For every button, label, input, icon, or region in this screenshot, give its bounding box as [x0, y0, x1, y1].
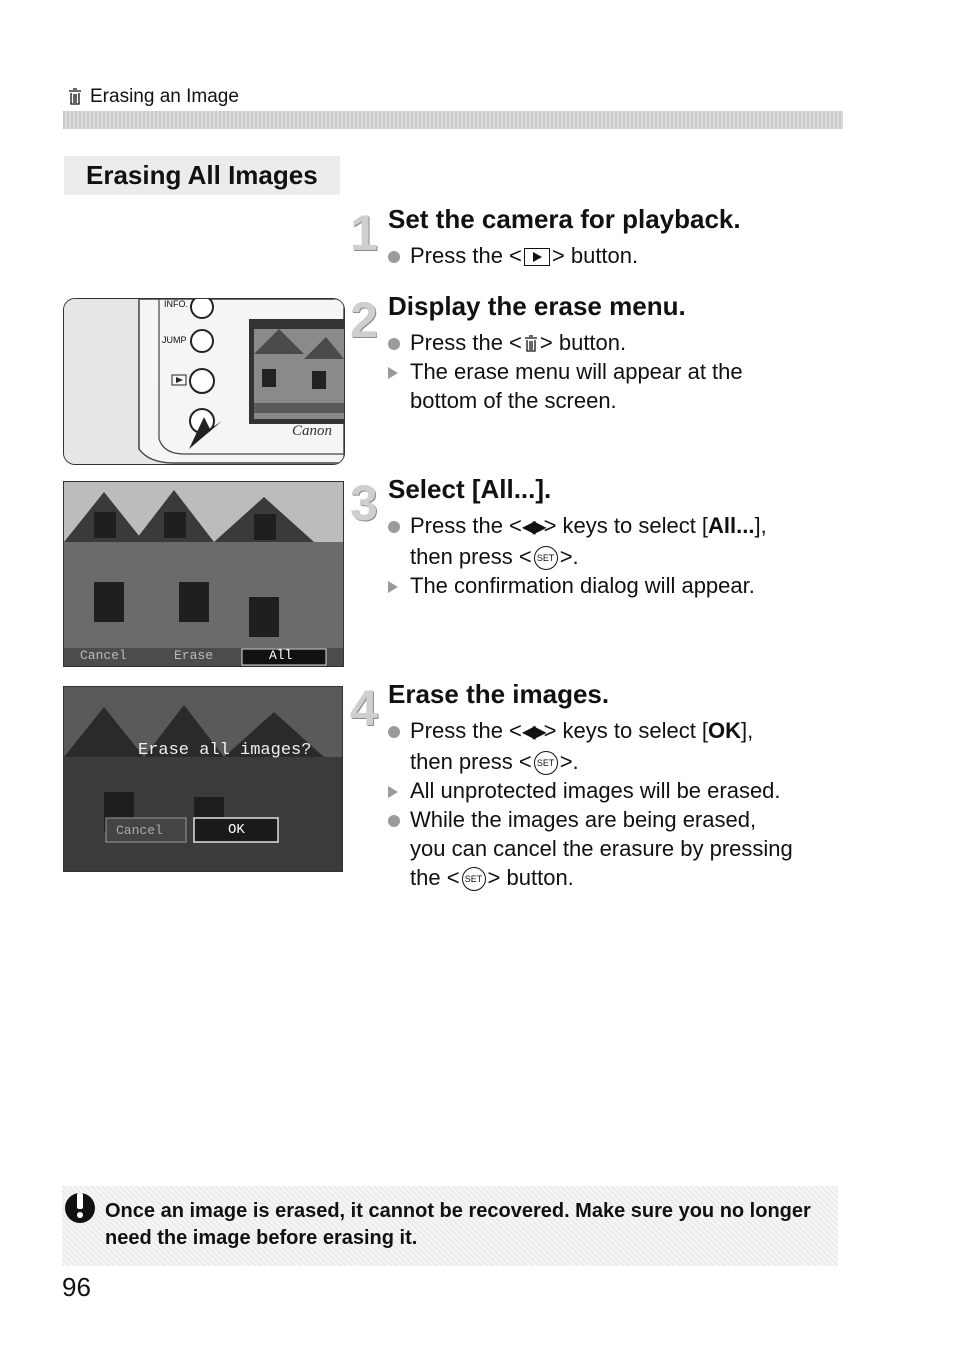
step-number: 3 — [350, 475, 378, 531]
dialog-prompt: Erase all images? — [138, 741, 312, 760]
lcd-screen-confirm-dialog — [63, 686, 343, 872]
brand-logo: Canon — [292, 423, 333, 439]
lcd-screen-erase-menu — [63, 481, 344, 667]
menu-all: All — [269, 648, 293, 663]
note-continued: you can cancel the erasure by pressing — [410, 835, 793, 861]
caution-icon — [64, 1190, 96, 1224]
instruction: Press the < > button. — [388, 241, 850, 270]
bullet-icon — [388, 521, 400, 533]
step-title: Set the camera for playback. — [388, 204, 741, 234]
camera-photo — [63, 298, 345, 465]
result: All unprotected images will be erased. — [388, 776, 860, 805]
trash-icon — [524, 335, 538, 353]
bullet-icon — [388, 338, 400, 350]
playback-icon — [524, 248, 550, 266]
building-photo — [64, 482, 343, 666]
set-button-icon: SET — [534, 546, 558, 570]
set-button-icon: SET — [462, 867, 486, 891]
instruction-continued: then press < SET >. — [410, 748, 579, 774]
step-number: 1 — [350, 205, 378, 261]
arrow-icon — [388, 367, 398, 379]
step-2 — [350, 291, 850, 415]
section-title: Erasing All Images — [64, 156, 340, 195]
info-label: INFO. — [164, 299, 188, 309]
step-3 — [350, 474, 860, 600]
dimmed-building-photo — [64, 687, 342, 871]
step-number: 4 — [350, 680, 378, 736]
menu-erase: Erase — [174, 648, 214, 663]
running-title: Erasing an Image — [90, 86, 239, 107]
arrow-icon — [388, 786, 398, 798]
step-title: Erase the images. — [388, 679, 610, 709]
warning-text: Once an image is erased, it cannot be recovered. Make sure you no longer need the image before erasing it. — [105, 1200, 811, 1249]
arrow-icon — [388, 581, 398, 593]
page-number: 96 — [62, 1272, 91, 1302]
note: While the images are being erased, — [388, 805, 860, 834]
bullet-icon — [388, 726, 400, 738]
left-right-keys-icon: ◀▶ — [521, 721, 544, 742]
left-right-keys-icon: ◀▶ — [521, 516, 544, 537]
note-continued: the < SET > button. — [410, 864, 574, 890]
step-number: 2 — [350, 292, 378, 348]
jump-label: JUMP — [162, 335, 187, 345]
dialog-cancel: Cancel — [116, 823, 163, 838]
bullet-icon — [388, 815, 400, 827]
instruction-continued: then press < SET >. — [410, 543, 579, 569]
bullet-icon — [388, 251, 400, 263]
instruction: Press the <◀▶> keys to select [All...], — [388, 511, 860, 542]
step-1 — [350, 204, 850, 270]
result: The erase menu will appear at the — [388, 357, 850, 386]
step-title: Select [All...]. — [388, 474, 552, 504]
instruction: Press the <◀▶> keys to select [OK], — [388, 716, 860, 747]
header-divider — [63, 111, 843, 129]
instruction: Press the < > button. — [388, 328, 850, 357]
result-continued: bottom of the screen. — [410, 388, 617, 413]
step-4 — [350, 679, 860, 892]
dialog-ok: OK — [228, 822, 245, 838]
step-title: Display the erase menu. — [388, 291, 686, 321]
set-button-icon: SET — [534, 751, 558, 775]
running-head — [66, 86, 239, 108]
trash-icon — [68, 88, 82, 106]
menu-cancel: Cancel — [80, 648, 127, 663]
result: The confirmation dialog will appear. — [388, 571, 860, 600]
